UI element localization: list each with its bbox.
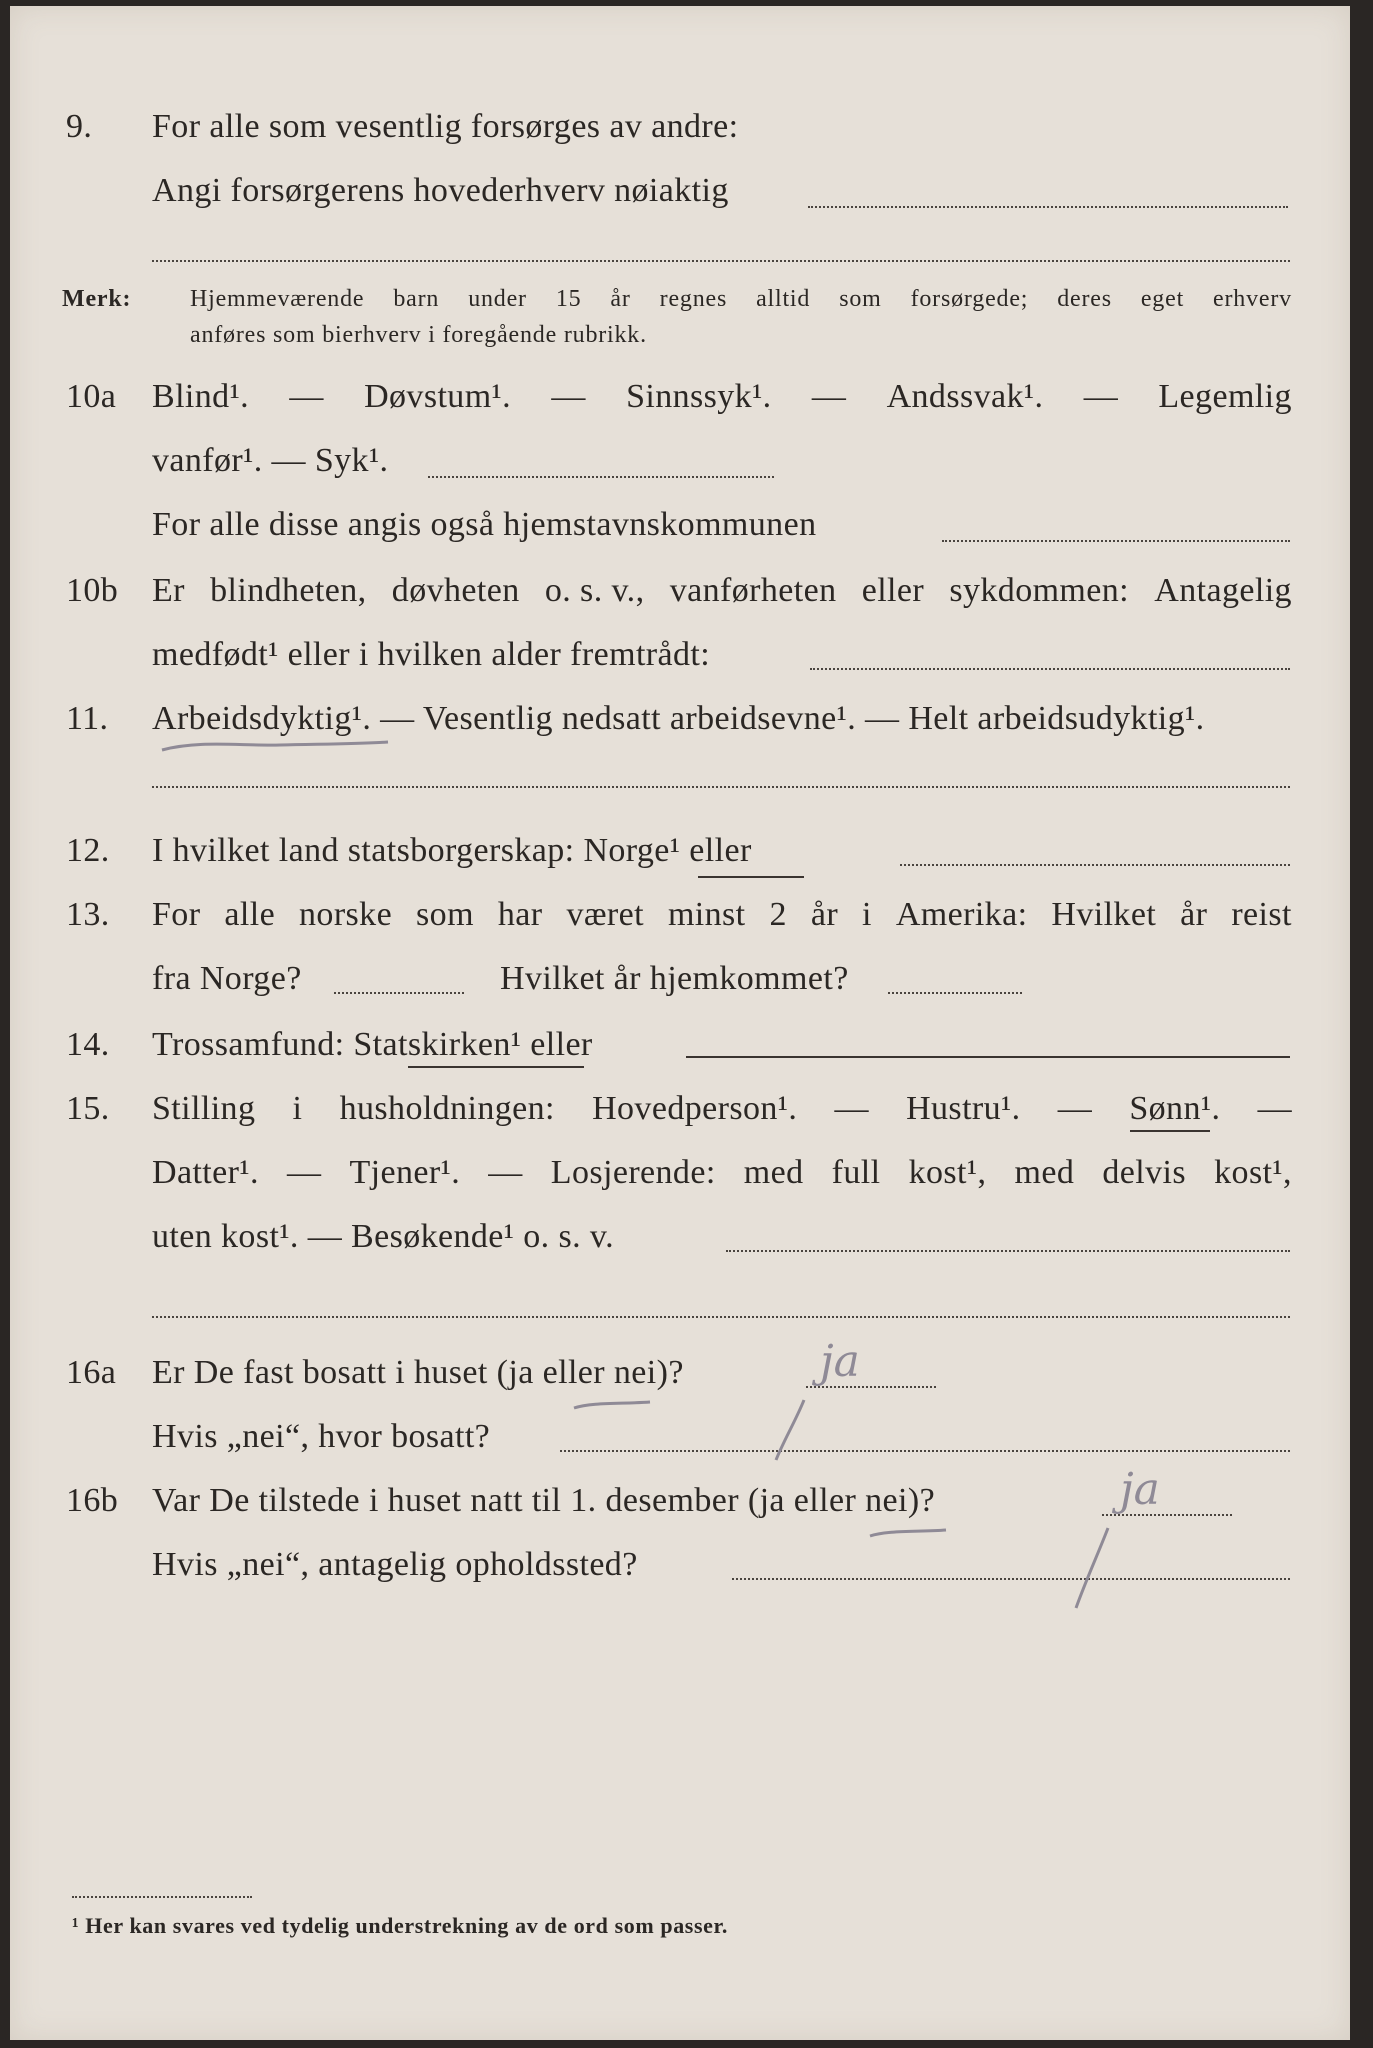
word: regnes bbox=[659, 286, 728, 312]
word: full bbox=[831, 1154, 881, 1191]
item-13-line2 bbox=[10, 960, 1350, 1008]
word: alltid bbox=[756, 286, 811, 312]
answer-underline-mark bbox=[868, 1524, 948, 1544]
word: — bbox=[811, 378, 847, 415]
item-number: 16b bbox=[66, 1482, 119, 1519]
item-text-rest: — Vesentlig nedsatt arbeidsevne¹. — Helt arbeidsudyktig¹. bbox=[371, 700, 1205, 737]
item-text: medfødt¹ eller i hvilken alder fremtrådt: bbox=[152, 636, 711, 673]
answer-line[interactable] bbox=[152, 260, 1290, 262]
handwritten-answer: ja bbox=[1120, 1464, 1160, 1515]
word: minst bbox=[667, 896, 746, 933]
item-text: Var De tilstede i huset natt til 1. desember (ja eller nei)? bbox=[152, 1482, 936, 1519]
ditto-mark bbox=[1070, 1524, 1120, 1614]
word: barn bbox=[393, 286, 440, 312]
answer-underline-mark bbox=[1130, 1130, 1210, 1132]
answer-line[interactable] bbox=[732, 1578, 1290, 1580]
answer-line[interactable] bbox=[942, 540, 1290, 542]
answer-underline-mark bbox=[698, 876, 804, 878]
word: eller bbox=[861, 572, 925, 609]
item-number: 13. bbox=[66, 896, 110, 933]
footnote: ¹ Her kan svares ved tydelig understrekning av de ord som passer. bbox=[72, 1913, 728, 1938]
word: Legemlig bbox=[1158, 378, 1292, 415]
word: under bbox=[468, 286, 527, 312]
answer-line[interactable] bbox=[900, 864, 1290, 866]
answer-line[interactable] bbox=[560, 1450, 1290, 1452]
item-text bbox=[152, 1090, 1292, 1128]
word: Andssvak¹. bbox=[886, 378, 1044, 415]
word: deres bbox=[1057, 286, 1112, 312]
word: år bbox=[1180, 896, 1208, 933]
word: Amerika: bbox=[895, 896, 1028, 933]
footnote-separator bbox=[72, 1896, 252, 1898]
word: år bbox=[810, 896, 839, 933]
answer-line[interactable] bbox=[334, 992, 464, 994]
item-text: Hvilket år hjemkommet? bbox=[500, 960, 849, 997]
word: i bbox=[292, 1090, 303, 1127]
item-number: 11. bbox=[66, 700, 109, 737]
word: — bbox=[289, 378, 324, 415]
word: kost¹, bbox=[1214, 1154, 1292, 1191]
item-9-line2 bbox=[10, 172, 1350, 220]
word: Hjemmeværende bbox=[190, 286, 365, 312]
ditto-mark bbox=[770, 1396, 820, 1466]
selected-option[interactable]: Statskirken¹ bbox=[353, 1026, 522, 1063]
word: — bbox=[488, 1154, 523, 1191]
word: eget bbox=[1140, 286, 1185, 312]
answer-underline-mark bbox=[408, 1066, 584, 1068]
item-text-pre: I hvilket land statsborgerskap: bbox=[152, 832, 584, 869]
item-16a-line1 bbox=[10, 1354, 1350, 1402]
word: — bbox=[1057, 1090, 1093, 1127]
answer-underline-mark bbox=[572, 1396, 652, 1416]
item-text bbox=[152, 378, 1292, 416]
word: 2 bbox=[769, 896, 787, 933]
item-16b-line2 bbox=[10, 1546, 1350, 1594]
word: alle bbox=[224, 896, 276, 933]
item-text-post: eller bbox=[680, 832, 752, 869]
word: Blind¹. bbox=[152, 378, 250, 415]
word: forsørgede; bbox=[910, 286, 1029, 312]
word: o. s. v., bbox=[544, 572, 645, 609]
note-text: anføres som bierhverv i foregående rubrikk. bbox=[190, 322, 647, 348]
item-number: 9. bbox=[66, 108, 93, 145]
answer-line[interactable] bbox=[808, 206, 1288, 208]
word: døvheten bbox=[391, 572, 520, 609]
word: Datter¹. bbox=[152, 1154, 259, 1191]
word: — bbox=[551, 378, 586, 415]
word: som bbox=[416, 896, 474, 933]
word: — bbox=[834, 1090, 869, 1127]
item-text: vanfør¹. — Syk¹. bbox=[152, 442, 389, 479]
word: Antagelig bbox=[1154, 572, 1292, 609]
word: Sønn¹. bbox=[1129, 1090, 1221, 1127]
answer-line[interactable] bbox=[152, 1316, 1290, 1318]
item-10b-line2 bbox=[10, 636, 1350, 684]
item-10a-line3 bbox=[10, 506, 1350, 554]
selected-option[interactable]: Arbeidsdyktig¹. bbox=[152, 700, 372, 737]
item-text: For alle disse angis også hjemstavnskommunen bbox=[152, 506, 817, 543]
item-number: 10b bbox=[66, 572, 119, 609]
word: som bbox=[839, 286, 882, 312]
item-15-line3 bbox=[10, 1218, 1350, 1266]
item-10b-line1 bbox=[10, 572, 1350, 620]
word: Døvstum¹. bbox=[364, 378, 512, 415]
word: Stilling bbox=[152, 1090, 256, 1127]
word: erhverv bbox=[1213, 286, 1292, 312]
item-number: 12. bbox=[66, 832, 110, 869]
item-text: Hvis „nei“, hvor bosatt? bbox=[152, 1418, 491, 1455]
answer-line[interactable] bbox=[810, 668, 1290, 670]
word: — bbox=[1083, 378, 1119, 415]
item-16a-line2 bbox=[10, 1418, 1350, 1466]
item-9-line1 bbox=[10, 108, 1350, 156]
item-text: For alle som vesentlig forsørges av andre: bbox=[152, 108, 739, 145]
item-text bbox=[152, 1026, 593, 1064]
item-12-line1 bbox=[10, 832, 1350, 880]
item-text bbox=[152, 832, 752, 870]
item-text: Hvis „nei“, antagelig opholdssted? bbox=[152, 1546, 638, 1583]
item-text bbox=[152, 1154, 1292, 1192]
word: år bbox=[610, 286, 631, 312]
word: husholdningen: bbox=[339, 1090, 555, 1127]
note-line1 bbox=[10, 286, 1350, 320]
item-text: Angi forsørgerens hovederhverv nøiaktig bbox=[152, 172, 729, 209]
item-10a-line2 bbox=[10, 442, 1350, 490]
item-text-post: eller bbox=[521, 1026, 593, 1063]
item-text bbox=[152, 896, 1292, 934]
word: For bbox=[152, 896, 201, 933]
note-text bbox=[190, 286, 1292, 313]
word: blindheten, bbox=[210, 572, 367, 609]
word: været bbox=[566, 896, 644, 933]
item-text-pre: Trossamfund: bbox=[152, 1026, 354, 1063]
census-form-page bbox=[10, 6, 1350, 2040]
word: Hustru¹. bbox=[906, 1090, 1021, 1127]
answer-underline-mark bbox=[160, 736, 390, 760]
word: har bbox=[497, 896, 543, 933]
item-number: 14. bbox=[66, 1026, 110, 1063]
item-text: Er De fast bosatt i huset (ja eller nei)? bbox=[152, 1354, 684, 1391]
word: Tjener¹. bbox=[349, 1154, 461, 1191]
word: reist bbox=[1231, 896, 1292, 933]
word: kost¹, bbox=[908, 1154, 987, 1191]
word: — bbox=[1257, 1090, 1292, 1127]
word: Hvilket bbox=[1051, 896, 1157, 933]
item-text: fra Norge? bbox=[152, 960, 302, 997]
item-15-line2 bbox=[10, 1154, 1350, 1202]
word: 15 bbox=[555, 286, 582, 312]
handwritten-answer: ja bbox=[820, 1336, 860, 1387]
note-line2 bbox=[10, 322, 1350, 356]
word: i bbox=[862, 896, 872, 933]
item-number: 16a bbox=[66, 1354, 117, 1391]
item-number: 15. bbox=[66, 1090, 110, 1127]
word: Sinnssyk¹. bbox=[626, 378, 772, 415]
answer-line[interactable] bbox=[726, 1250, 1290, 1252]
word: vanførheten bbox=[669, 572, 837, 609]
word: med bbox=[1014, 1154, 1075, 1191]
item-text: uten kost¹. — Besøkende¹ o. s. v. bbox=[152, 1218, 615, 1255]
word: Er bbox=[152, 572, 185, 609]
answer-line[interactable] bbox=[428, 476, 774, 478]
word: — bbox=[286, 1154, 322, 1191]
item-14-line1 bbox=[10, 1026, 1350, 1074]
word: delvis bbox=[1102, 1154, 1187, 1191]
word: med bbox=[743, 1154, 804, 1191]
item-text bbox=[152, 700, 1205, 738]
word: Losjerende: bbox=[550, 1154, 716, 1191]
word: sykdommen: bbox=[949, 572, 1130, 609]
selected-option[interactable]: Norge¹ bbox=[583, 832, 681, 869]
answer-line[interactable] bbox=[152, 786, 1290, 788]
answer-line[interactable] bbox=[888, 992, 1022, 994]
item-10a-line1 bbox=[10, 378, 1350, 426]
item-13-line1 bbox=[10, 896, 1350, 944]
word: Hovedperson¹. bbox=[592, 1090, 798, 1127]
note-label: Merk: bbox=[62, 286, 132, 312]
answer-line[interactable] bbox=[686, 1056, 1290, 1058]
item-number: 10a bbox=[66, 378, 117, 415]
word: norske bbox=[299, 896, 393, 933]
item-text bbox=[152, 572, 1292, 610]
